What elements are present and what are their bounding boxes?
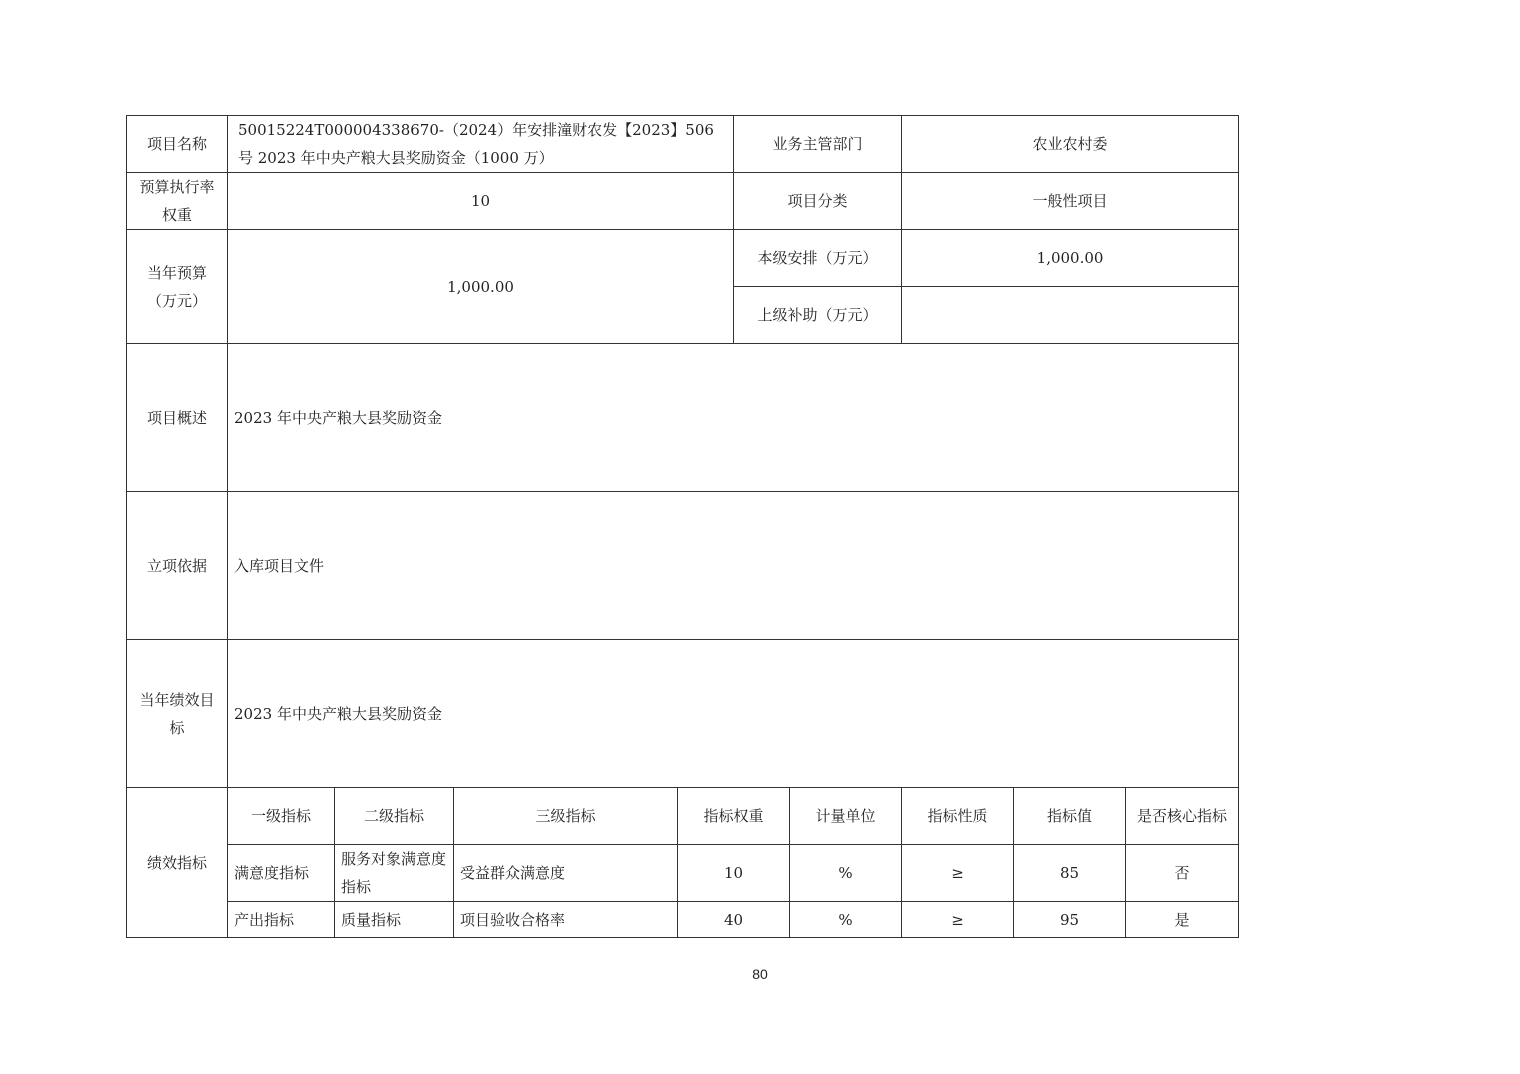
row2-level1: 产出指标 (228, 902, 335, 938)
indicator-header-row (127, 788, 1239, 845)
header-level2: 二级指标 (335, 788, 454, 845)
row2-value: 95 (1014, 902, 1126, 938)
row-budget-local (127, 230, 1239, 287)
exec-rate-value: 10 (228, 173, 734, 230)
row1-weight: 10 (678, 845, 790, 902)
row1-value: 85 (1014, 845, 1126, 902)
budget-value: 1,000.00 (228, 230, 734, 344)
row2-unit: % (790, 902, 902, 938)
exec-rate-label: 预算执行率权重 (127, 173, 228, 230)
local-value: 1,000.00 (902, 230, 1239, 287)
upper-value (902, 287, 1239, 344)
project-name-value: 50015224T000004338670-（2024）年安排潼财农发【2023】506 号 2023 年中央产粮大县奖励资金（1000 万） (228, 116, 734, 173)
header-nature: 指标性质 (902, 788, 1014, 845)
row2-core: 是 (1126, 902, 1239, 938)
row-goal (127, 640, 1239, 788)
overview-value: 2023 年中央产粮大县奖励资金 (228, 344, 1239, 492)
row-overview (127, 344, 1239, 492)
dept-value: 农业农村委 (902, 116, 1239, 173)
category-label: 项目分类 (734, 173, 902, 230)
budget-label: 当年预算（万元） (127, 230, 228, 344)
dept-label: 业务主管部门 (734, 116, 902, 173)
table-row (127, 902, 1239, 938)
overview-label: 项目概述 (127, 344, 228, 492)
page-number: 80 (752, 966, 768, 982)
row1-level3: 受益群众满意度 (454, 845, 678, 902)
row1-nature: ≥ (902, 845, 1014, 902)
header-value: 指标值 (1014, 788, 1126, 845)
row1-unit: % (790, 845, 902, 902)
basis-value: 入库项目文件 (228, 492, 1239, 640)
goal-label: 当年绩效目标 (127, 640, 228, 788)
row-exec-rate (127, 173, 1239, 230)
row2-level2: 质量指标 (335, 902, 454, 938)
project-performance-table (126, 115, 1239, 938)
upper-label: 上级补助（万元） (734, 287, 902, 344)
row1-level2: 服务对象满意度指标 (335, 845, 454, 902)
goal-value: 2023 年中央产粮大县奖励资金 (228, 640, 1239, 788)
row-basis (127, 492, 1239, 640)
row2-level3: 项目验收合格率 (454, 902, 678, 938)
header-level3: 三级指标 (454, 788, 678, 845)
header-unit: 计量单位 (790, 788, 902, 845)
local-label: 本级安排（万元） (734, 230, 902, 287)
category-value: 一般性项目 (902, 173, 1239, 230)
indicators-label: 绩效指标 (127, 788, 228, 938)
header-core: 是否核心指标 (1126, 788, 1239, 845)
header-weight: 指标权重 (678, 788, 790, 845)
table-row (127, 845, 1239, 902)
row2-nature: ≥ (902, 902, 1014, 938)
project-name-label: 项目名称 (127, 116, 228, 173)
row2-weight: 40 (678, 902, 790, 938)
header-level1: 一级指标 (228, 788, 335, 845)
basis-label: 立项依据 (127, 492, 228, 640)
row-project-name (127, 116, 1239, 173)
row1-core: 否 (1126, 845, 1239, 902)
row1-level1: 满意度指标 (228, 845, 335, 902)
